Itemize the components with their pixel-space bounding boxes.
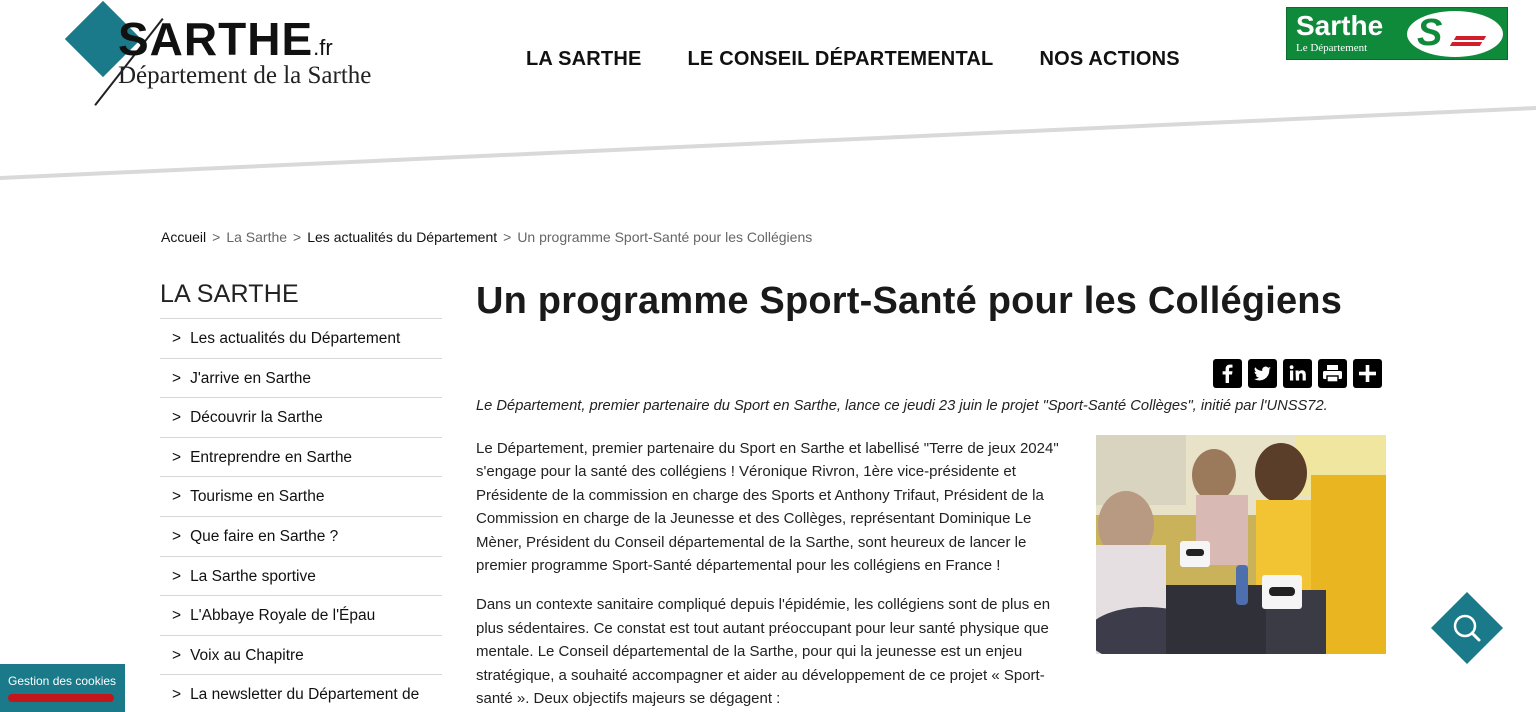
sidebar-title: LA SARTHE bbox=[160, 280, 442, 319]
breadcrumb-separator: > bbox=[503, 229, 512, 245]
breadcrumb bbox=[161, 229, 812, 245]
sidebar-item-jarrive[interactable]: > J'arrive en Sarthe bbox=[160, 359, 442, 399]
badge-subtitle: Le Département bbox=[1296, 42, 1368, 54]
cookie-label: Gestion des cookies bbox=[8, 674, 117, 688]
badge-stripe bbox=[1450, 42, 1482, 46]
sidebar-item-abbaye[interactable]: > L'Abbaye Royale de l'Épau bbox=[160, 596, 442, 636]
chevron-right-icon: > bbox=[172, 409, 182, 427]
breadcrumb-separator: > bbox=[293, 229, 302, 245]
logo-subtitle: Département de la Sarthe bbox=[118, 62, 372, 89]
departement-badge[interactable] bbox=[1286, 7, 1508, 60]
sidebar bbox=[160, 280, 442, 712]
article-paragraph: Dans un contexte sanitaire compliqué depuis l'épidémie, les collégiens sont de plus en plus sédentaires. Ce constat est tout autant préoccupant pour leur santé physique que mentale. Le Conseil départemental de la Sarthe, pour qui la jeunesse est un enjeu stratégique, a souhaité accompagner et aider au développement de ce projet « Sport-santé ». Deux objectifs majeurs se dégagent : bbox=[476, 596, 1051, 708]
article-paragraph: Le Département, premier partenaire du Sport en Sarthe et labellisé "Terre de jeux 2024" s'engage pour la santé des collégiens ! Véronique Rivron, 1ère vice-présidente et Présidente de la commission en charge des Sports et Anthony Trifaut, Président de la Commission en charge de la Jeunesse et des Collèges, représentant Dominique Le Mèner, Président du Conseil départemental de la Sarthe, sont heureux de lancer le premier programme Sport-Santé départemental pour les collégiens en France ! bbox=[476, 440, 1059, 575]
chevron-right-icon: > bbox=[172, 607, 182, 625]
chevron-right-icon: > bbox=[172, 646, 182, 664]
nav-la-sarthe[interactable]: LA SARTHE bbox=[526, 48, 642, 70]
sidebar-item-decouvrir[interactable]: > Découvrir la Sarthe bbox=[160, 398, 442, 438]
sidebar-item-que-faire[interactable]: > Que faire en Sarthe ? bbox=[160, 517, 442, 557]
chevron-right-icon: > bbox=[172, 567, 182, 585]
breadcrumb-separator: > bbox=[212, 229, 221, 245]
plus-icon[interactable] bbox=[1353, 359, 1382, 388]
site-header bbox=[0, 0, 1536, 190]
nav-conseil-departemental[interactable]: LE CONSEIL DÉPARTEMENTAL bbox=[687, 48, 994, 70]
chevron-right-icon: > bbox=[172, 686, 182, 704]
breadcrumb-la-sarthe[interactable]: La Sarthe bbox=[226, 229, 288, 245]
breadcrumb-actualites[interactable]: Les actualités du Département bbox=[307, 229, 498, 245]
linkedin-icon[interactable] bbox=[1283, 359, 1312, 388]
sidebar-item-sportive[interactable]: > La Sarthe sportive bbox=[160, 557, 442, 597]
sidebar-item-tourisme[interactable]: > Tourisme en Sarthe bbox=[160, 477, 442, 517]
breadcrumb-accueil[interactable]: Accueil bbox=[161, 229, 207, 245]
chevron-right-icon: > bbox=[172, 448, 182, 466]
site-logo[interactable] bbox=[34, 2, 414, 97]
print-icon[interactable] bbox=[1318, 359, 1347, 388]
chevron-right-icon: > bbox=[172, 369, 182, 387]
article-body bbox=[476, 437, 1076, 712]
article bbox=[476, 280, 1386, 708]
logo-wordmark: SARTHE.fr bbox=[118, 13, 333, 65]
cookie-manager[interactable] bbox=[0, 664, 125, 712]
breadcrumb-current: Un programme Sport-Santé pour les Collégiens bbox=[517, 229, 813, 245]
chevron-right-icon: > bbox=[172, 527, 182, 545]
page-title: Un programme Sport-Santé pour les Collégiens bbox=[476, 280, 1343, 322]
sidebar-item-newsletter[interactable]: > La newsletter du Département de bbox=[172, 686, 420, 704]
cookie-toggle-bar[interactable] bbox=[8, 694, 114, 702]
main-nav bbox=[526, 48, 1180, 71]
sidebar-item-entreprendre[interactable]: > Entreprendre en Sarthe bbox=[160, 438, 442, 478]
badge-stripe bbox=[1454, 36, 1486, 40]
article-photo bbox=[1096, 435, 1386, 654]
facebook-icon[interactable] bbox=[1213, 359, 1242, 388]
share-bar bbox=[1213, 359, 1382, 388]
sidebar-item-voix-chapitre[interactable]: > Voix au Chapitre bbox=[160, 636, 442, 676]
chevron-right-icon: > bbox=[172, 330, 182, 347]
search-button[interactable] bbox=[1431, 592, 1503, 664]
badge-mark: S bbox=[1417, 12, 1443, 54]
article-intro: Le Département, premier partenaire du Sport en Sarthe, lance ce jeudi 23 juin le projet "Sport-Santé Collèges", initié par l'UNSS72. bbox=[476, 398, 1328, 414]
sidebar-item-actualites[interactable]: > Les actualités du Département bbox=[160, 319, 442, 359]
chevron-right-icon: > bbox=[172, 488, 182, 506]
nav-nos-actions[interactable]: NOS ACTIONS bbox=[1039, 48, 1180, 70]
twitter-icon[interactable] bbox=[1248, 359, 1277, 388]
badge-title: Sarthe bbox=[1296, 10, 1384, 41]
